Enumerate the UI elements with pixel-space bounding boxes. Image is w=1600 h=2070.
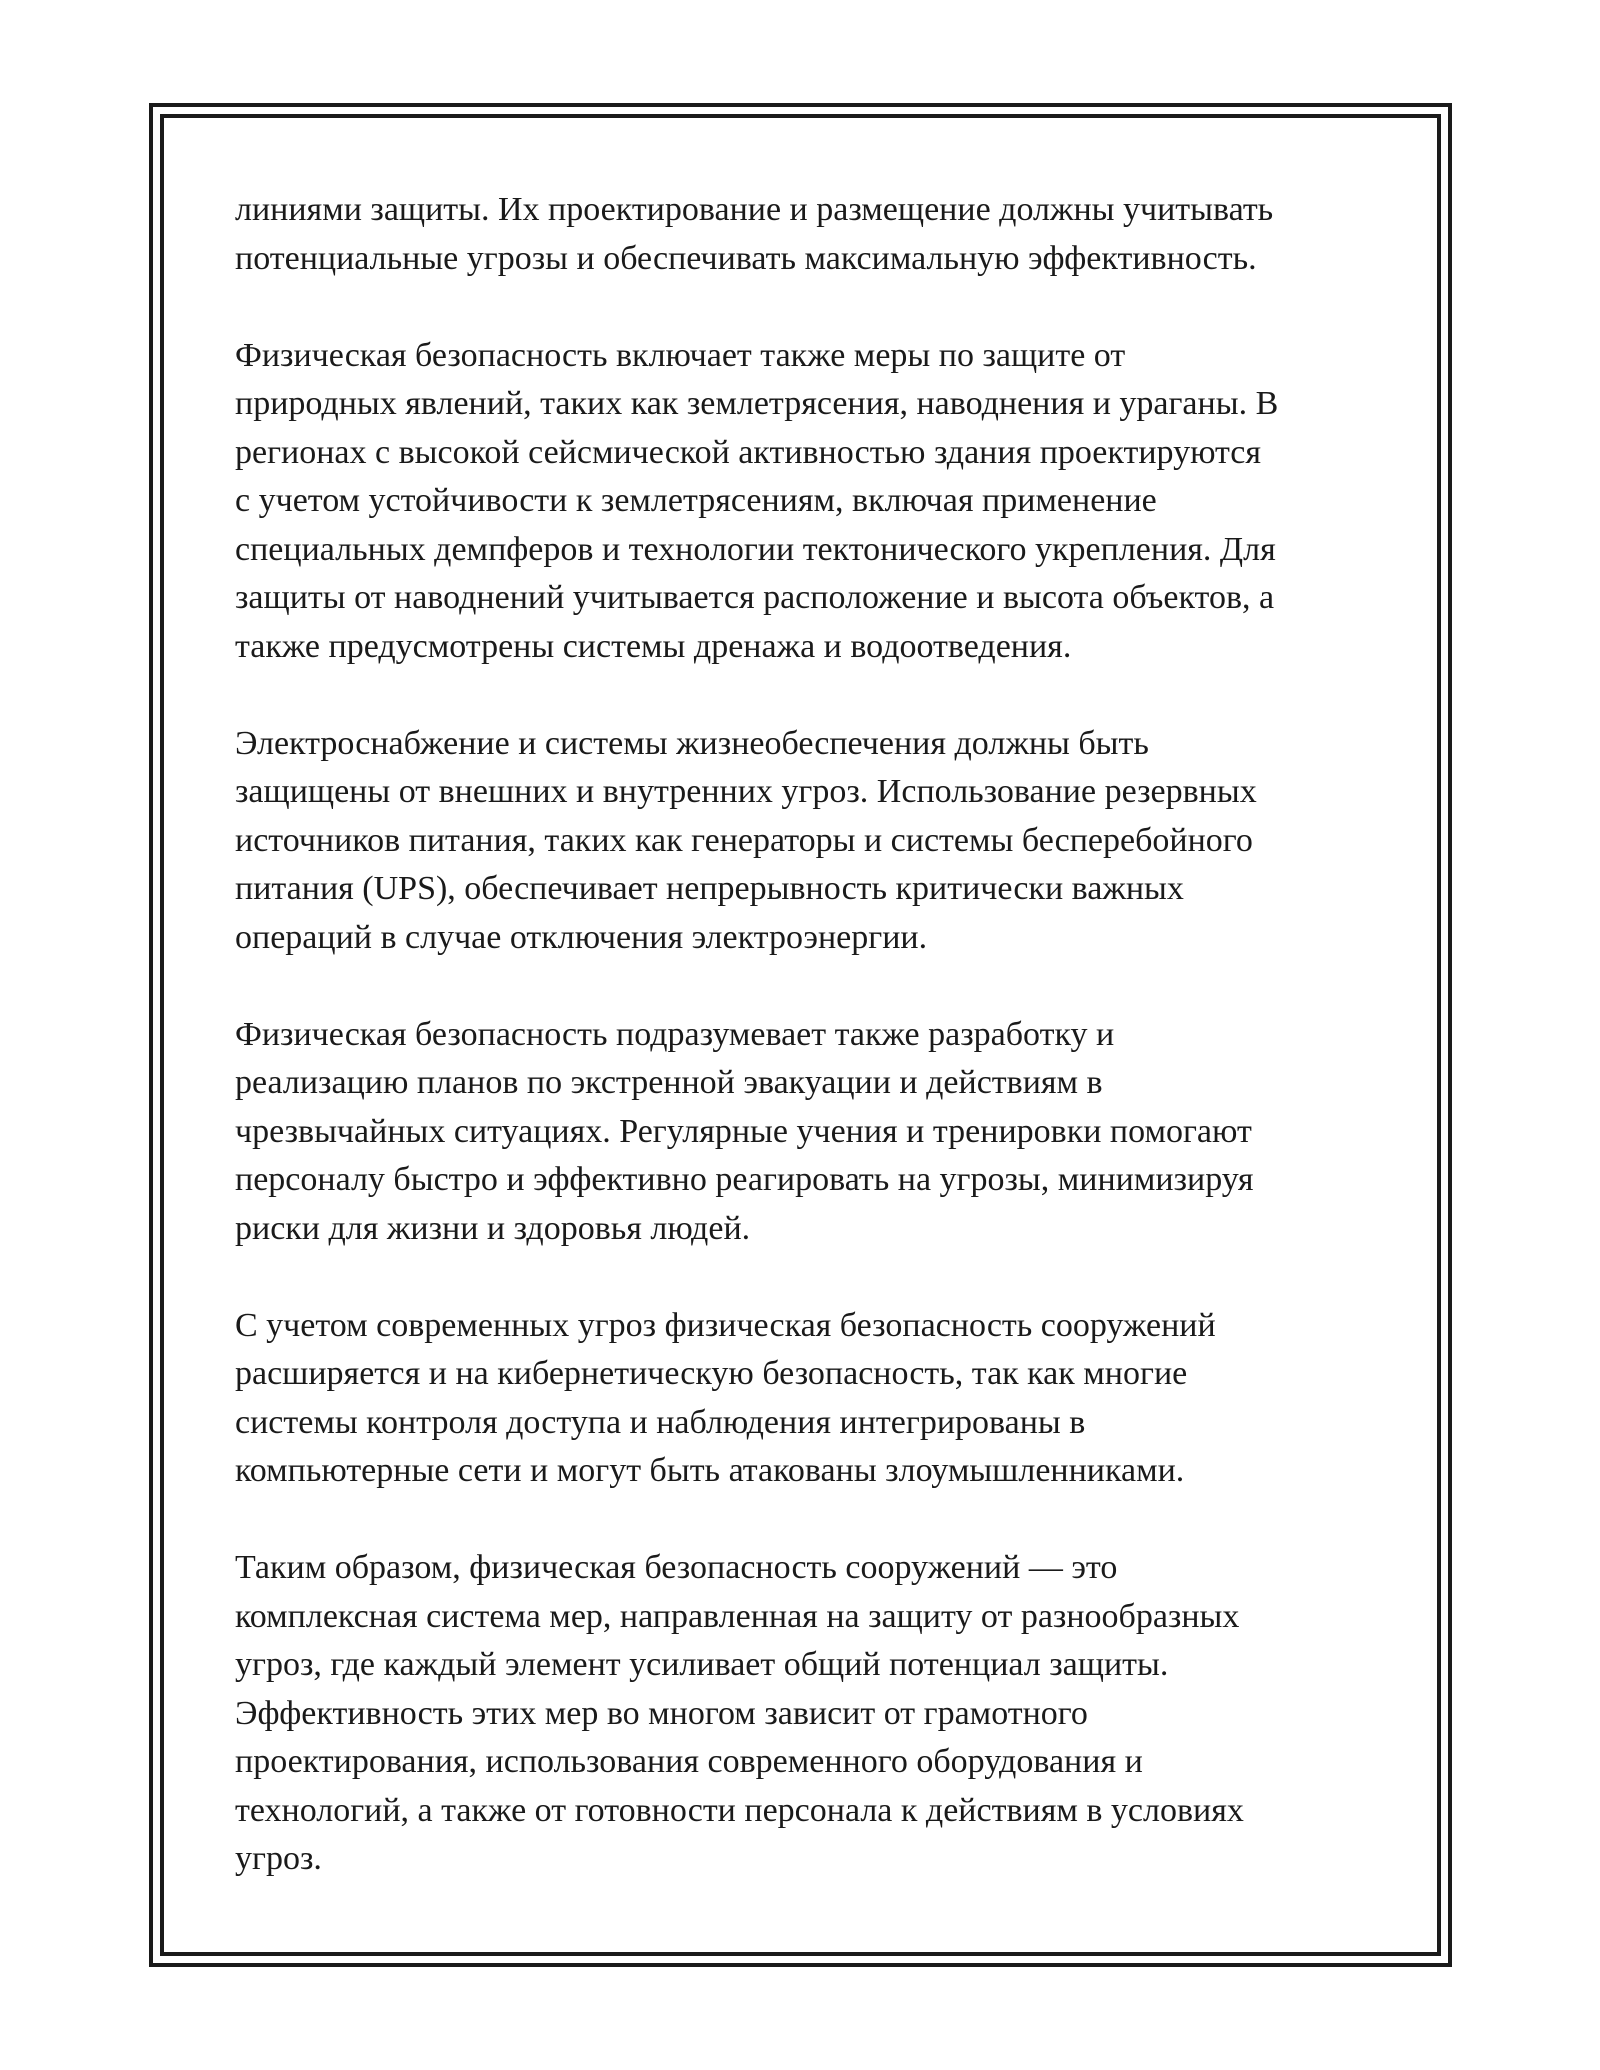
text-line: источников питания, таких как генераторы и системы бесперебойного bbox=[235, 821, 1253, 859]
paragraph-6 bbox=[235, 1544, 1375, 1884]
text-line: Физическая безопасность подразумевает также разработку и bbox=[235, 1015, 1115, 1053]
text-line: потенциальные угрозы и обеспечивать максимальную эффективность. bbox=[235, 239, 1257, 277]
text-line: с учетом устойчивости к землетрясениям, включая применение bbox=[235, 482, 1157, 519]
text-line: чрезвычайных ситуациях. Регулярные учения и тренировки помогают bbox=[235, 1112, 1252, 1150]
text-line: линиями защиты. Их проектирование и размещение должны учитывать bbox=[235, 191, 1274, 228]
text-line: операций в случае отключения электроэнергии. bbox=[235, 918, 928, 956]
text-line: Эффективность этих мер во многом зависит от грамотного bbox=[235, 1694, 1088, 1732]
text-line: Физическая безопасность включает также меры по защите от bbox=[235, 336, 1126, 374]
text-line: системы контроля доступа и наблюдения интегрированы в bbox=[235, 1403, 1086, 1441]
paragraph-2 bbox=[235, 332, 1375, 672]
paragraph-4 bbox=[235, 1011, 1375, 1254]
text-line: защищены от внешних и внутренних угроз. Использование резервных bbox=[235, 773, 1257, 810]
paragraph-5 bbox=[235, 1302, 1375, 1496]
text-line: комплексная система мер, направленная на защиту от разнообразных bbox=[235, 1597, 1240, 1635]
text-line: угроз, где каждый элемент усиливает общий потенциал защиты. bbox=[235, 1646, 1169, 1683]
text-line: Электроснабжение и системы жизнеобеспечения должны быть bbox=[235, 724, 1149, 762]
text-line: угроз. bbox=[235, 1840, 322, 1877]
text-line: расширяется и на кибернетическую безопасность, так как многие bbox=[235, 1355, 1188, 1392]
text-line: питания (UPS), обеспечивает непрерывность критически важных bbox=[235, 870, 1184, 907]
text-line: риски для жизни и здоровья людей. bbox=[235, 1209, 751, 1247]
text-line: защиты от наводнений учитывается расположение и высота объектов, а bbox=[235, 579, 1275, 616]
text-line: персоналу быстро и эффективно реагировать на угрозы, минимизируя bbox=[235, 1161, 1254, 1198]
text-line: компьютерные сети и могут быть атакованы злоумышленниками. bbox=[235, 1452, 1185, 1489]
text-line: природных явлений, таких как землетрясения, наводнения и ураганы. В bbox=[235, 385, 1279, 422]
document-body bbox=[235, 186, 1375, 1932]
paragraph-1 bbox=[235, 186, 1375, 283]
text-line: регионах с высокой сейсмической активностью здания проектируются bbox=[235, 433, 1262, 471]
paragraph-3 bbox=[235, 720, 1375, 963]
text-line: специальных демпферов и технологии тектонического укрепления. Для bbox=[235, 530, 1276, 568]
text-line: Таким образом, физическая безопасность сооружений — это bbox=[235, 1549, 1118, 1586]
text-line: технологий, а также от готовности персонала к действиям в условиях bbox=[235, 1791, 1244, 1829]
text-line: реализацию планов по экстренной эвакуации и действиям в bbox=[235, 1064, 1103, 1101]
text-line: С учетом современных угроз физическая безопасность сооружений bbox=[235, 1306, 1216, 1344]
text-line: проектирования, использования современного оборудования и bbox=[235, 1743, 1143, 1780]
text-line: также предусмотрены системы дренажа и водоотведения. bbox=[235, 627, 1072, 665]
